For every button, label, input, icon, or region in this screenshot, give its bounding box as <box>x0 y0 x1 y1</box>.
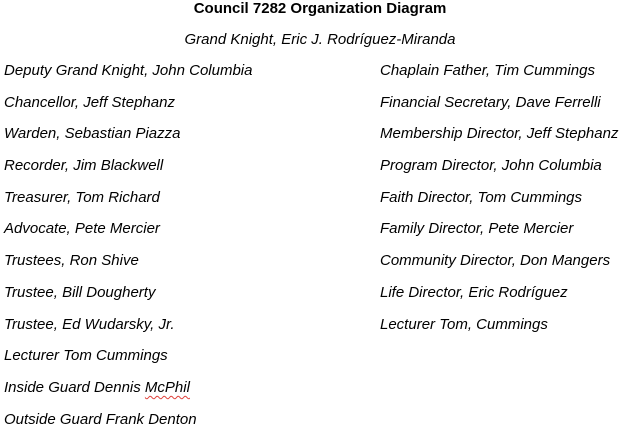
inside-guard-surname: McPhil <box>144 378 190 396</box>
officer-entry: Recorder, Jim Blackwell <box>4 157 164 175</box>
officer-entry: Trustee, Ed Wudarsky, Jr. <box>4 315 175 333</box>
document-title: Council 7282 Organization Diagram <box>193 0 447 17</box>
director-entry: Lecturer Tom, Cummings <box>380 315 548 333</box>
officer-entry: Trustees, Ron Shive <box>4 252 139 270</box>
left-officer-list <box>4 62 252 442</box>
director-entry: Financial Secretary, Dave Ferrelli <box>380 93 601 111</box>
officer-entry: Lecturer Tom Cummings <box>4 347 168 365</box>
grand-knight-entry: Grand Knight, Eric J. Rodríguez-Miranda <box>184 31 456 48</box>
director-entry: Chaplain Father, Tim Cummings <box>380 62 595 79</box>
inside-guard-entry <box>4 379 252 411</box>
director-entry: Family Director, Pete Mercier <box>380 220 574 238</box>
outside-guard-entry: Outside Guard Frank Denton <box>4 410 197 428</box>
officer-entry: Chancellor, Jeff Stephanz <box>4 93 175 111</box>
inside-guard-prefix: Inside Guard Dennis <box>4 378 145 396</box>
director-entry: Community Director, Don Mangers <box>380 252 611 270</box>
officer-entry: Treasurer, Tom Richard <box>4 188 160 206</box>
officer-entry: Advocate, Pete Mercier <box>4 220 160 238</box>
director-entry: Faith Director, Tom Cummings <box>380 188 583 206</box>
director-entry: Membership Director, Jeff Stephanz <box>380 125 619 143</box>
director-entry: Program Director, John Columbia <box>380 157 602 175</box>
officer-entry: Deputy Grand Knight, John Columbia <box>4 62 253 79</box>
officer-entry: Trustee, Bill Dougherty <box>4 283 156 301</box>
right-officer-list <box>380 62 618 347</box>
director-entry: Life Director, Eric Rodríguez <box>380 283 568 301</box>
officer-entry: Warden, Sebastian Piazza <box>4 125 181 143</box>
